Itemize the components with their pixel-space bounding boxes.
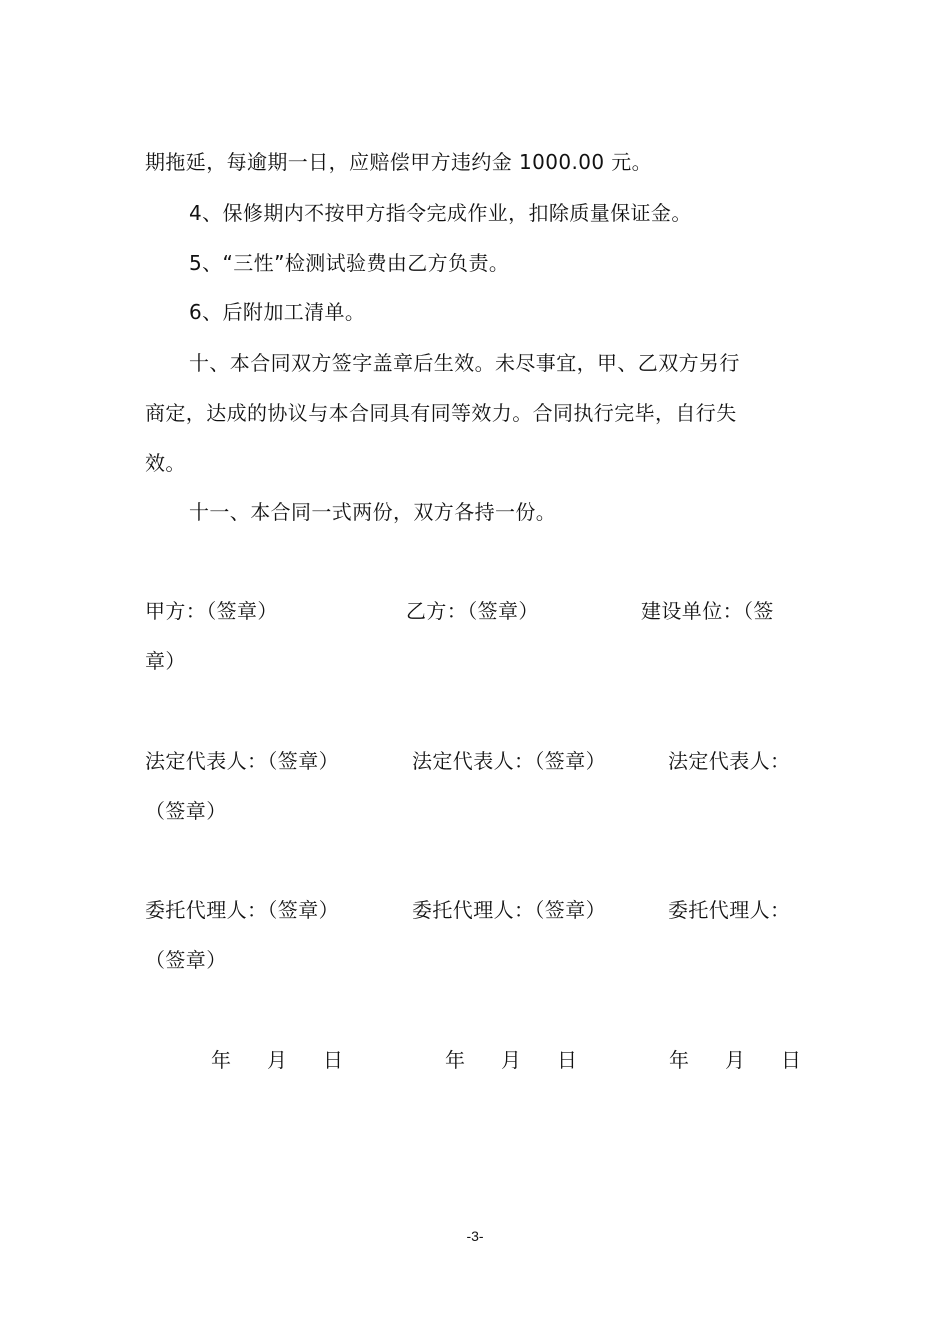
date-year: 年 (669, 1048, 689, 1072)
legal-rep-a-signature: 法定代表人：（签章） (145, 749, 339, 773)
clause-line-penalty: 期拖延，每逾期一日，应赔偿甲方违约金 1000.00 元。 (145, 150, 653, 174)
legal-rep-b-signature: 法定代表人：（签章） (412, 749, 606, 773)
party-a-signature: 甲方：（签章） (145, 599, 278, 623)
date-day: 日 (323, 1048, 343, 1072)
clause-10-line-3: 效。 (145, 451, 186, 475)
legal-rep-c-signature-wrap: （签章） (145, 799, 227, 823)
agent-c-signature: 委托代理人： (668, 898, 791, 922)
agent-b-signature: 委托代理人：（签章） (412, 898, 606, 922)
clause-11: 十一、本合同一式两份，双方各持一份。 (189, 500, 557, 524)
date-day: 日 (557, 1048, 577, 1072)
agent-a-signature: 委托代理人：（签章） (145, 898, 339, 922)
clause-10-line-1: 十、本合同双方签字盖章后生效。未尽事宜，甲、乙双方另行 (189, 351, 740, 375)
party-b-signature: 乙方：（签章） (406, 599, 539, 623)
date-month: 月 (501, 1048, 521, 1072)
legal-rep-c-signature: 法定代表人： (668, 749, 791, 773)
date-day: 日 (781, 1048, 801, 1072)
date-month: 月 (725, 1048, 745, 1072)
clause-item-4: 4、保修期内不按甲方指令完成作业，扣除质量保证金。 (189, 201, 692, 225)
builder-signature-wrap: 章） (145, 649, 186, 673)
date-month: 月 (267, 1048, 287, 1072)
page-number: -3- (466, 1228, 484, 1244)
builder-signature: 建设单位：（签 (641, 599, 774, 623)
date-year: 年 (445, 1048, 465, 1072)
clause-10-line-2: 商定，达成的协议与本合同具有同等效力。合同执行完毕，自行失 (145, 401, 737, 425)
clause-item-5: 5、“三性”检测试验费由乙方负责。 (189, 251, 510, 275)
clause-item-6: 6、后附加工清单。 (189, 300, 366, 324)
agent-c-signature-wrap: （签章） (145, 948, 227, 972)
date-year: 年 (211, 1048, 231, 1072)
